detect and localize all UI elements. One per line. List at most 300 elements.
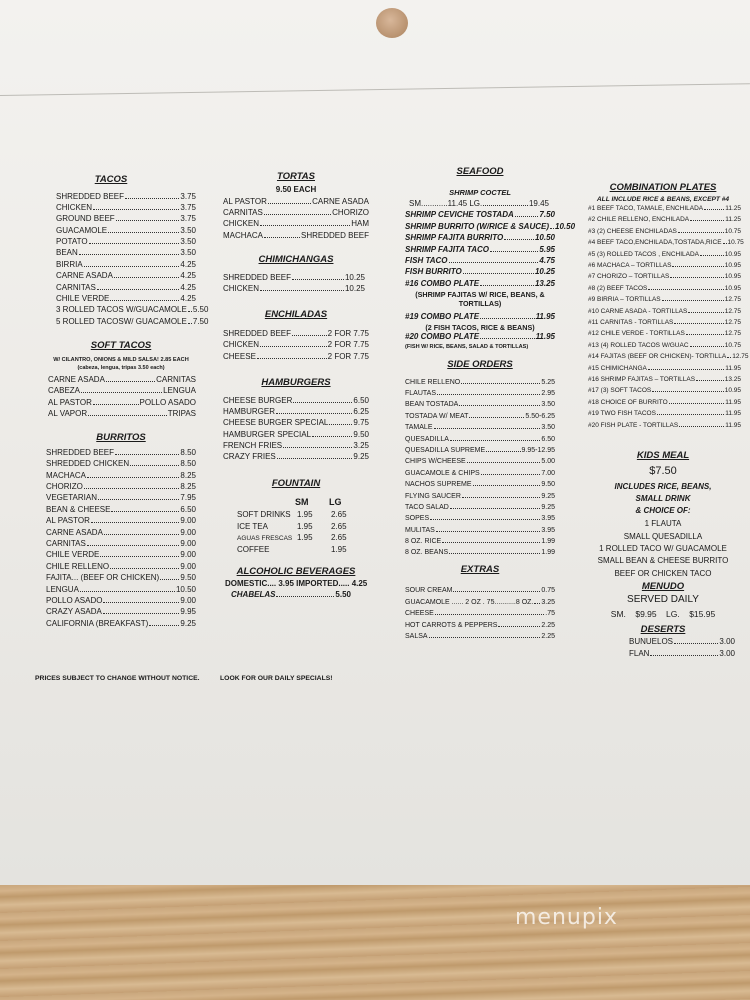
chabelas-row [231, 591, 351, 602]
item-price: 11.25 [725, 205, 741, 213]
dot-leader [188, 311, 192, 312]
dot-leader [723, 243, 727, 244]
kids-meal-choices [585, 518, 741, 579]
pair-left: AL VAPOR [48, 408, 88, 418]
item-price: 8.25 [180, 482, 196, 492]
menu-item-row [56, 316, 209, 329]
dot-leader [110, 568, 179, 569]
dot-leader [149, 625, 179, 626]
item-name: CHEESE [405, 610, 434, 618]
soft-tacos-title: SOFT TACOS [90, 340, 152, 352]
dot-leader [292, 279, 344, 280]
item-price: 3.75 [180, 214, 196, 224]
dot-leader [100, 556, 179, 557]
item-name: #9 BIRRIA – TORTILLAS [588, 296, 661, 304]
fountain-name: SOFT DRINKS [237, 510, 291, 520]
item-price: 3.00 [719, 637, 735, 647]
dot-leader [436, 531, 541, 532]
menu-item-row [405, 599, 555, 610]
hamburgers-title: HAMBURGERS [261, 377, 331, 389]
item-name: BUNUELOS [629, 637, 674, 647]
fountain-lg: 1.95 [331, 544, 347, 554]
item-name: SHRIMP FAJITA BURRITO [405, 233, 504, 243]
item-name: LENGUA [46, 584, 79, 594]
item-price: 9.50 [180, 573, 196, 583]
menu-item-row [223, 419, 369, 430]
menudo-title: MENUDO [641, 580, 685, 592]
dot-leader [662, 300, 724, 301]
item-price: 11.95 [725, 410, 741, 418]
enchiladas-title: ENCHILADAS [264, 309, 328, 321]
item-price: 9.00 [180, 538, 196, 548]
item-name: TAMALE [405, 424, 433, 432]
coctel-sizes: SM............11.45 LG. [409, 199, 483, 208]
menu-column-4 [585, 182, 749, 661]
item-price: 9.25 [541, 492, 555, 500]
item-name: CHICKEN [56, 202, 93, 212]
pair-right: LENGUA [163, 386, 196, 396]
item-price: 1.99 [541, 538, 555, 546]
item-price: 3.25 [541, 598, 555, 606]
item-name: FISH BURRITO [405, 267, 462, 277]
item-price: 6.50 [180, 504, 196, 514]
dot-leader [293, 402, 352, 403]
item-price: 8.50 [180, 447, 196, 457]
item-price: 10.95 [724, 284, 741, 292]
item-price: 4.25 [180, 294, 196, 304]
deserts-list [629, 638, 735, 661]
enchiladas-list [223, 330, 369, 364]
pair-right: HAM [351, 219, 369, 229]
item-name: GROUND BEEF [56, 214, 115, 224]
menu-item-row [56, 272, 196, 283]
dot-leader [462, 497, 540, 498]
dot-leader [688, 312, 723, 313]
pair-left: CABEZA [48, 386, 81, 396]
kids-meal-price: $7.50 [649, 465, 677, 478]
item-price: 10.25 [344, 272, 365, 282]
item-name: CHILE RELLENO [46, 561, 110, 571]
dot-leader [283, 447, 352, 448]
item-price: 8.25 [180, 470, 196, 480]
tacos-list [56, 191, 209, 330]
item-name: 3 ROLLED TACOS W/GUACAMOLE [56, 305, 187, 315]
dot-leader [727, 357, 731, 358]
dot-leader [704, 209, 724, 210]
menu-item-row [46, 574, 196, 585]
dot-leader [125, 198, 179, 199]
item-price: 2.25 [541, 621, 555, 629]
menu-pair-row [48, 410, 196, 421]
item-price: 13.25 [724, 375, 741, 383]
shrimp-coctel-title: SHRIMP COCTEL [449, 187, 511, 197]
combination-title: COMBINATION PLATES [609, 182, 717, 193]
item-price: 9.95 [180, 607, 196, 617]
item-name: #14 FAJITAS (BEEF OR CHICKEN)- TORTILLA [588, 353, 727, 361]
item-price: 2.95 [541, 390, 555, 397]
item-price: 3.25 [353, 441, 369, 451]
menu-pair-row [223, 220, 369, 231]
item-price: 11.25 [725, 216, 741, 224]
menu-item-row [588, 239, 744, 251]
item-price: 3.50 [180, 248, 196, 258]
combination-subtitle: ALL INCLUDE RICE & BEANS, EXCEPT #4 [596, 195, 730, 203]
item-name: CHEESE BURGER SPECIAL [223, 418, 329, 428]
tacos-title: TACOS [94, 174, 128, 185]
fountain-row [237, 534, 369, 545]
fountain-row [237, 546, 369, 557]
dot-leader [89, 243, 180, 244]
dot-leader [111, 511, 179, 512]
item-price: 9.25 [353, 452, 369, 462]
item-name: CRAZY FRIES [223, 452, 276, 462]
menu-item-row [588, 411, 741, 422]
combo19-name: #19 COMBO PLATE [405, 311, 480, 321]
dot-leader [430, 519, 540, 520]
dot-leader [312, 436, 352, 437]
item-price: 9.00 [180, 516, 196, 526]
seafood-list [405, 210, 576, 291]
menu-item-row [405, 493, 555, 504]
item-name: FLAUTAS [405, 390, 436, 397]
item-name: #10 CARNE ASADA - TORTILLAS [588, 307, 688, 315]
combo20-note: (FISH W/ RICE, BEANS, SALAD & TORTILLAS) [405, 343, 529, 350]
item-name: 8 OZ. RICE [405, 538, 442, 546]
pair-right: CHORIZO [332, 207, 369, 217]
item-name: NACHOS SUPREME [405, 481, 472, 489]
item-name: CHICKEN [223, 340, 260, 350]
dot-leader [459, 405, 540, 406]
dot-leader [648, 289, 723, 290]
combo16-note-2: TORTILLAS) [458, 299, 502, 309]
menu-item-row [405, 504, 555, 515]
dot-leader [79, 254, 180, 255]
item-name: CHILE RELLENO [405, 378, 461, 386]
dot-leader [268, 203, 311, 204]
fountain-lg: 2.65 [331, 533, 347, 543]
item-price: 10.95 [724, 387, 741, 395]
kids-meal-line: INCLUDES RICE, BEANS, [614, 482, 712, 492]
dot-leader [515, 216, 539, 217]
dot-leader [449, 553, 540, 554]
pair-right: CARNITAS [156, 374, 196, 384]
item-price: 10.75 [727, 239, 744, 247]
item-name: POTATO [56, 237, 88, 247]
kids-meal-title: KIDS MEAL [636, 449, 690, 461]
item-price: 10.95 [724, 273, 741, 281]
item-price: 3.00 [719, 648, 735, 658]
kids-meal-choice: 1 ROLLED TACO W/ GUACAMOLE [599, 544, 727, 553]
fountain-lg: 2.65 [331, 510, 347, 520]
item-price: 6.50 [353, 395, 369, 405]
item-name: #5 (3) ROLLED TACOS , ENCHILADA [588, 250, 700, 258]
item-price: 10.25 [344, 283, 365, 293]
item-name: SOPES [405, 515, 430, 523]
item-name: MULITAS [405, 526, 435, 534]
dot-leader [103, 613, 180, 614]
item-name: MACHACA [46, 470, 87, 480]
item-price: 2 FOR 7.75 [327, 328, 369, 338]
item-name: #17 (3) SOFT TACOS [588, 387, 652, 395]
menu-item-row [588, 297, 741, 308]
soft-tacos-note: W/ CILANTRO, ONIONS & MILD SALSA! 2.85 EACH [53, 356, 189, 363]
combo19-note: (2 FISH TACOS, RICE & BEANS) [425, 322, 535, 332]
dot-leader [264, 237, 300, 238]
item-price: 4.25 [180, 259, 196, 269]
item-name: SHREDDED CHICKEN [46, 459, 130, 469]
item-name: SHRIMP CEVICHE TOSTADA [405, 210, 514, 220]
item-name: QUESADILLA SUPREME [405, 446, 486, 454]
dot-leader [435, 614, 544, 615]
kids-meal-choice: 1 FLAUTA [644, 519, 682, 529]
item-name: #4 BEEF TACO,ENCHILADA,TOSTADA,RICE [588, 239, 722, 247]
extras-list [405, 587, 555, 644]
dot-leader [648, 369, 724, 370]
menu-item-row [405, 481, 555, 492]
item-name: BEAN TOSTADA [405, 401, 459, 409]
item-name: CARNE ASADA [46, 527, 103, 537]
item-name: #15 CHIMICHANGA [588, 364, 647, 372]
dot-leader [534, 603, 540, 604]
dot-leader [329, 424, 352, 425]
item-name: #18 CHOICE OF BURRITO [588, 398, 668, 406]
specials-note: LOOK FOR OUR DAILY SPECIALS! [220, 675, 333, 682]
dot-leader [84, 266, 180, 267]
item-price: 5.95 [539, 244, 555, 254]
dot-leader [461, 383, 540, 384]
dot-leader [550, 228, 554, 229]
dot-leader [672, 266, 723, 267]
item-name: #2 CHILE RELLENO, ENCHILADA [588, 216, 690, 224]
dot-leader [696, 380, 724, 381]
menu-item-row [405, 234, 555, 245]
menu-column-3 [405, 166, 576, 644]
item-name: CARNITAS [46, 538, 86, 548]
pair-left: AL PASTOR [223, 196, 267, 206]
dot-leader [473, 485, 541, 486]
dot-leader [669, 403, 725, 404]
dot-leader [498, 626, 540, 627]
dot-leader [264, 214, 331, 215]
dot-leader [257, 358, 327, 359]
item-name: CARNE ASADA [56, 271, 113, 281]
item-price: 7.50 [192, 316, 209, 326]
fountain-lg-label: LG [329, 497, 342, 508]
item-name: SHREDDED BEEF [56, 191, 125, 201]
item-price: 10.25 [534, 267, 555, 277]
item-price: 12.75 [724, 319, 741, 326]
kids-meal-line: & CHOICE OF: [635, 506, 691, 516]
dot-leader [87, 477, 179, 478]
item-price: 11.95 [725, 421, 741, 429]
dot-leader [116, 220, 180, 221]
item-name: FRENCH FRIES [223, 441, 283, 451]
item-name: GUACAMOLE ...... 2 OZ . 75...........8 OZ. [405, 598, 534, 606]
item-price: 11.95 [725, 398, 741, 406]
item-price: 5.00 [541, 458, 555, 466]
item-price: 3.50 [541, 401, 555, 409]
item-name: CALIFORNIA (BREAKFAST) [46, 618, 149, 628]
item-price: 3.95 [541, 515, 555, 523]
dot-leader [80, 591, 175, 592]
dot-leader [657, 414, 724, 415]
item-price: 12.75 [724, 296, 741, 304]
item-name: CHILE VERDE [56, 294, 110, 304]
item-name: HAMBURGER [223, 406, 276, 416]
item-name: #11 CARNITAS - TORTILLAS [588, 319, 674, 326]
item-price: 9.25 [180, 618, 196, 628]
item-price: 12.75 [724, 330, 741, 338]
dot-leader [88, 415, 167, 416]
chabelas-price: 5.50 [335, 590, 351, 600]
dot-leader [442, 542, 540, 543]
dot-leader [467, 462, 541, 463]
item-price: 9.75 [353, 418, 369, 428]
dot-leader [450, 508, 541, 509]
item-price: 3.50 [180, 225, 196, 235]
item-name: SALSA [405, 632, 428, 640]
menu-item-row [405, 470, 555, 481]
item-price: 3.95 [541, 526, 555, 534]
item-price: 11.95 [725, 364, 741, 372]
dot-leader [130, 465, 179, 466]
dot-leader [104, 534, 180, 535]
dot-leader [93, 404, 139, 405]
item-price: 7.95 [180, 493, 196, 503]
item-price: 2.25 [541, 632, 555, 640]
dot-leader [91, 522, 180, 523]
dot-leader [110, 300, 179, 301]
item-price: 3.50 [541, 424, 555, 432]
item-price: 4.75 [539, 255, 555, 265]
item-name: FLYING SAUCER [405, 492, 461, 500]
item-price: 4.25 [180, 271, 196, 281]
combo16-note: (SHRIMP FAJITAS W/ RICE, BEANS, & [415, 290, 545, 300]
item-name: CRAZY ASADA [46, 607, 102, 617]
item-price: 5.25 [541, 378, 555, 386]
item-price: 12.75 [724, 307, 741, 315]
menu-pair-row [48, 387, 196, 398]
item-price: 9.00 [180, 561, 196, 571]
tortas-subtitle: 9.50 EACH [275, 184, 317, 194]
item-price: 9.00 [180, 550, 196, 560]
fountain-sm: 1.95 [297, 533, 313, 543]
fountain-title: FOUNTAIN [271, 477, 321, 489]
fountain-name: COFFEE [237, 544, 270, 554]
item-price: 7.00 [541, 469, 555, 477]
dot-leader [481, 474, 541, 475]
dot-leader [670, 277, 723, 278]
wood-table [0, 885, 750, 1000]
punch-hole [376, 8, 408, 38]
combo19-price: 11.95 [535, 311, 555, 321]
menu-item-row [223, 353, 369, 364]
dot-leader [114, 277, 180, 278]
item-name: #6 MACHACA – TORTILLAS [588, 262, 672, 270]
item-price: 5.50 [192, 305, 209, 315]
pair-left: AL PASTOR [48, 397, 92, 407]
menu-item-row [46, 608, 196, 619]
dot-leader [463, 273, 534, 274]
item-price: 3.50 [180, 237, 196, 247]
item-price: 9.50 [353, 429, 369, 439]
item-name: FAJITA... (BEEF OR CHICKEN) [46, 573, 160, 583]
item-name: BEAN [56, 248, 78, 258]
soft-tacos-list [48, 376, 196, 422]
item-price: 1.99 [541, 549, 555, 557]
item-name: #8 (2) BEEF TACOS [588, 284, 648, 292]
dot-leader [678, 232, 724, 233]
item-name: #19 TWO FISH TACOS [588, 410, 656, 418]
burritos-list [46, 449, 196, 631]
dot-leader [674, 323, 723, 324]
item-price: 10.95 [724, 250, 741, 258]
item-price: .75 [545, 610, 555, 618]
fountain-list [237, 511, 369, 557]
dot-leader [650, 655, 718, 656]
item-name: CHICKEN [223, 283, 260, 293]
dot-leader [480, 285, 534, 286]
menu-item-row [405, 447, 555, 458]
menu-item-row [405, 413, 555, 424]
dot-leader [429, 637, 541, 638]
menu-item-row [405, 538, 555, 549]
item-name: GUACAMOLE [56, 225, 108, 235]
item-name: VEGETARIAN [46, 493, 97, 503]
combo20-row [405, 333, 555, 344]
item-price: 10.50 [175, 584, 196, 594]
dot-leader [690, 346, 724, 347]
item-price: 9.00 [180, 527, 196, 537]
soft-tacos-subnote: (cabeza, lengua, tripas 3.50 each) [77, 365, 165, 372]
menu-item-row [405, 390, 555, 401]
item-name: CHEESE BURGER [223, 395, 293, 405]
menu-item-row [405, 587, 555, 598]
fountain-name: AGUAS FRESCAS [237, 535, 293, 543]
pair-left: CHICKEN [223, 219, 260, 229]
coctel-price: 19.45 [528, 199, 549, 208]
item-name: BIRRIA [56, 259, 83, 269]
menu-item-row [405, 379, 555, 390]
kids-meal-choice: SMALL BEAN & CHEESE BURRITO [597, 556, 729, 566]
item-name: #20 FISH PLATE - TORTILLAS [588, 421, 679, 429]
combo20-name: #20 COMBO PLATE [405, 332, 480, 342]
menu-item-row [588, 423, 741, 434]
item-price: 0.75 [541, 587, 555, 595]
item-price: 4.25 [180, 282, 196, 292]
item-name: #16 COMBO PLATE [405, 278, 480, 288]
item-name: CHORIZO [46, 482, 83, 492]
item-name: CHILE VERDE [46, 550, 100, 560]
item-name: 8 OZ. BEANS [405, 549, 449, 557]
item-price: 9.25 [541, 503, 555, 511]
side-orders-list [405, 379, 555, 561]
menu-pair-row [223, 232, 369, 243]
menudo-subtitle: SERVED DAILY [627, 594, 699, 606]
dot-leader [260, 225, 350, 226]
pair-left: CARNE ASADA [48, 374, 105, 384]
pair-right: POLLO ASADO [139, 397, 196, 407]
kids-meal-lines [585, 481, 741, 517]
fountain-header [223, 498, 369, 507]
pair-left: MACHACA [223, 230, 264, 240]
item-price: 8.50 [180, 459, 196, 469]
item-price: 2 FOR 7.75 [327, 351, 369, 361]
dot-leader [686, 334, 724, 335]
item-price: 10.50 [555, 221, 576, 231]
dot-leader [652, 391, 724, 392]
menu-item-row [405, 610, 555, 621]
